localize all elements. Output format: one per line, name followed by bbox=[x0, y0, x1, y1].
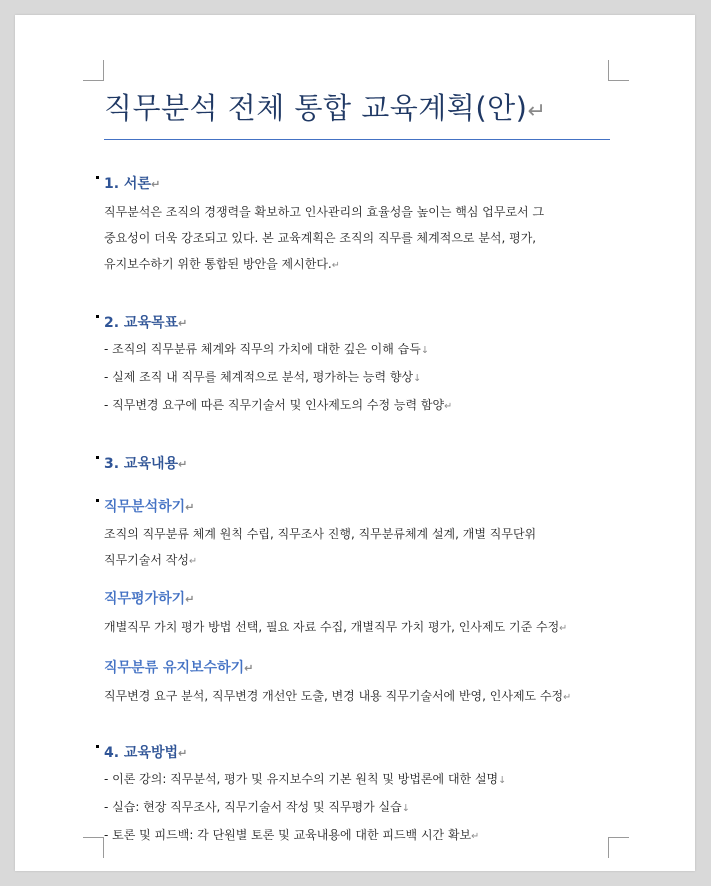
paragraph-mark-icon: ↵ bbox=[150, 178, 161, 191]
paragraph-mark-icon: ↵ bbox=[444, 401, 453, 412]
subsection-heading-job-evaluation[interactable]: 직무평가하기↵ bbox=[104, 591, 195, 607]
section-heading-methods[interactable]: 4. 교육방법↵ bbox=[104, 743, 610, 764]
paragraph-mark-icon: ↵ bbox=[185, 593, 195, 606]
section-heading-contents[interactable]: 3. 교육내용↵ bbox=[104, 454, 610, 475]
list-item[interactable]: - 직무변경 요구에 따른 직무기술서 및 인사제도의 수정 능력 함양↵ bbox=[104, 398, 453, 412]
paragraph-mark-icon: ↵ bbox=[331, 260, 340, 271]
paragraph-line[interactable]: 직무기술서 작성↵ bbox=[104, 553, 198, 567]
paragraph-line[interactable]: 조직의 직무분류 체계 원칙 수립, 직무조사 진행, 직무분류체계 설계, 개별 직무단위 bbox=[104, 527, 537, 541]
line-break-mark-icon: ↓ bbox=[401, 803, 410, 814]
crop-mark-bottom-right bbox=[608, 837, 629, 858]
paragraph-mark-icon: ↵ bbox=[178, 317, 188, 330]
line-break-mark-icon: ↓ bbox=[498, 775, 507, 786]
paragraph-mark-icon: ↵ bbox=[178, 747, 188, 760]
document-page[interactable] bbox=[15, 15, 695, 871]
subsection-heading-job-analysis[interactable]: 직무분석하기↵ bbox=[104, 497, 610, 518]
line-break-mark-icon: ↓ bbox=[420, 345, 429, 356]
paragraph-mark-icon: ↵ bbox=[471, 831, 480, 842]
list-item[interactable]: - 이론 강의: 직무분석, 평가 및 유지보수의 기본 원칙 및 방법론에 대한 설명↓ bbox=[104, 772, 507, 786]
list-item[interactable]: - 토론 및 피드백: 각 단원별 토론 및 교육내용에 대한 피드백 시간 확보↵ bbox=[104, 828, 480, 842]
section-heading-introduction[interactable]: 1. 서론↵ bbox=[104, 174, 610, 195]
document-title[interactable]: 직무분석 전체 통합 교육계획(안)↵ bbox=[104, 87, 610, 140]
crop-mark-top-right bbox=[608, 60, 629, 81]
list-item[interactable]: - 실제 조직 내 직무를 체계적으로 분석, 평가하는 능력 향상↓ bbox=[104, 370, 422, 384]
paragraph-mark-icon: ↵ bbox=[559, 623, 568, 634]
paragraph-mark-icon: ↵ bbox=[244, 662, 254, 675]
paragraph-mark-icon: ↵ bbox=[527, 99, 547, 124]
paragraph-mark-icon: ↵ bbox=[185, 501, 195, 514]
line-break-mark-icon: ↓ bbox=[413, 373, 422, 384]
paragraph-mark-icon: ↵ bbox=[178, 458, 188, 471]
crop-mark-bottom-left bbox=[83, 837, 104, 858]
paragraph-line[interactable]: 직무변경 요구 분석, 직무변경 개선안 도출, 변경 내용 직무기술서에 반영, 인사제도 수정↵ bbox=[104, 689, 572, 703]
paragraph-line[interactable]: 유지보수하기 위한 통합된 방안을 제시한다.↵ bbox=[104, 257, 340, 271]
list-item[interactable]: - 조직의 직무분류 체계와 직무의 가치에 대한 깊은 이해 습득↓ bbox=[104, 342, 429, 356]
document-body[interactable] bbox=[104, 87, 610, 850]
subsection-heading-job-maintenance[interactable]: 직무분류 유지보수하기↵ bbox=[104, 660, 254, 676]
list-item[interactable]: - 실습: 현장 직무조사, 직무기술서 작성 및 직무평가 실습↓ bbox=[104, 800, 410, 814]
paragraph-mark-icon: ↵ bbox=[563, 692, 572, 703]
paragraph-line[interactable]: 중요성이 더욱 강조되고 있다. 본 교육계획은 조직의 직무를 체계적으로 분석, 평가, bbox=[104, 231, 537, 245]
section-heading-objectives[interactable]: 2. 교육목표↵ bbox=[104, 313, 610, 334]
paragraph-mark-icon: ↵ bbox=[188, 556, 198, 567]
crop-mark-top-left bbox=[83, 60, 104, 81]
paragraph-line[interactable]: 직무분석은 조직의 경쟁력을 확보하고 인사관리의 효율성을 높이는 핵심 업무로서 그 bbox=[104, 205, 545, 219]
paragraph-line[interactable]: 개별직무 가치 평가 방법 선택, 필요 자료 수집, 개별직무 가치 평가, 인사제도 기준 수정↵ bbox=[104, 620, 568, 634]
